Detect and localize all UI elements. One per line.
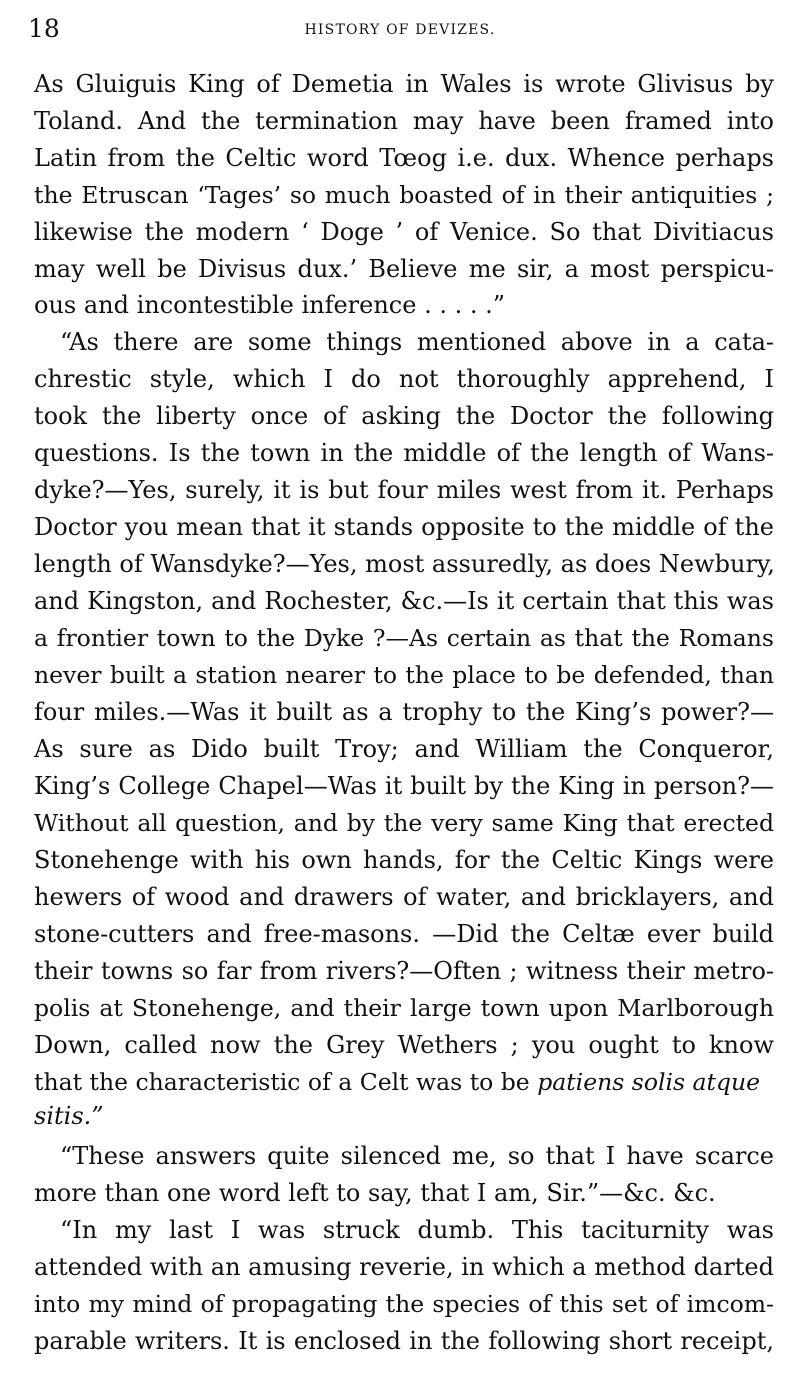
text-line: may well be Divisus dux.’ Believe me sir, a most perspicu- <box>34 255 774 283</box>
text-line: Toland. And the termination may have been framed into <box>34 107 774 135</box>
text-line: polis at Stonehenge, and their large town upon Marlborough <box>34 994 774 1022</box>
text-line: their towns so far from rivers?—Often ; witness their metro- <box>34 957 774 985</box>
text-line: Without all question, and by the very same King that erected <box>34 809 774 837</box>
text-line: never built a station nearer to the place to be defended, than <box>34 661 774 689</box>
text-line: the Etruscan ‘Tages’ so much boasted of in their antiquities ; <box>34 181 774 209</box>
text-line: questions. Is the town in the middle of the length of Wans- <box>34 439 774 467</box>
text-line: King’s College Chapel—Was it built by the King in person?— <box>34 772 774 800</box>
text-line: took the liberty once of asking the Doctor the following <box>34 402 774 430</box>
text-line: length of Wansdyke?—Yes, most assuredly, as does Newbury, <box>34 550 775 578</box>
paragraph-first-line: “These answers quite silenced me, so that I have scarce <box>60 1142 774 1170</box>
text-line: Latin from the Celtic word Tœog i.e. dux. Whence perhaps <box>34 144 774 172</box>
text-line: attended with an amusing reverie, in which a method darted <box>34 1253 774 1281</box>
text-line: chrestic style, which I do not thoroughly apprehend, I <box>34 365 774 393</box>
text-line: more than one word left to say, that I am, Sir.”—&c. &c. <box>34 1179 716 1207</box>
text-line: dyke?—Yes, surely, it is but four miles west from it. Perhaps <box>34 476 774 504</box>
text-line: hewers of wood and drawers of water, and bricklayers, and <box>34 883 774 911</box>
text-line: parable writers. It is enclosed in the following short receipt, <box>34 1327 774 1355</box>
text-line-roman: that the characteristic of a Celt was to be <box>34 1068 530 1096</box>
text-line: sitis.” <box>34 1102 104 1130</box>
paragraph-first-line: “As there are some things mentioned above in a cata- <box>60 328 774 356</box>
text-line: stone-cutters and free-masons. —Did the Celtæ ever build <box>34 920 774 948</box>
text-line: Stonehenge with his own hands, for the Celtic Kings were <box>34 846 774 874</box>
page-number: 18 <box>28 14 60 43</box>
text-line: a frontier town to the Dyke ?—As certain as that the Romans <box>34 624 774 652</box>
latin-phrase: patiens solis atque <box>537 1068 761 1096</box>
text-line: As Gluiguis King of Demetia in Wales is wrote Glivisus by <box>34 70 774 98</box>
paragraph-first-line: “In my last I was struck dumb. This taciturnity was <box>60 1216 774 1244</box>
text-line: four miles.—Was it built as a trophy to the King’s power?— <box>34 698 774 726</box>
page-header <box>28 14 772 46</box>
text-line: As sure as Dido built Troy; and William the Conqueror, <box>34 735 774 763</box>
text-line: and Kingston, and Rochester, &c.—Is it certain that this was <box>34 587 774 615</box>
text-line: Down, called now the Grey Wethers ; you ought to know <box>34 1031 774 1059</box>
running-title: HISTORY OF DEVIZES. <box>304 22 496 38</box>
text-line: Doctor you mean that it stands opposite to the middle of the <box>34 513 774 541</box>
text-line: ous and incontestible inference . . . . .” <box>34 291 505 319</box>
text-line: into my mind of propagating the species of this set of imcom- <box>34 1290 774 1318</box>
text-line <box>34 1067 774 1097</box>
text-line: likewise the modern ‘ Doge ’ of Venice. So that Divitiacus <box>34 218 774 246</box>
